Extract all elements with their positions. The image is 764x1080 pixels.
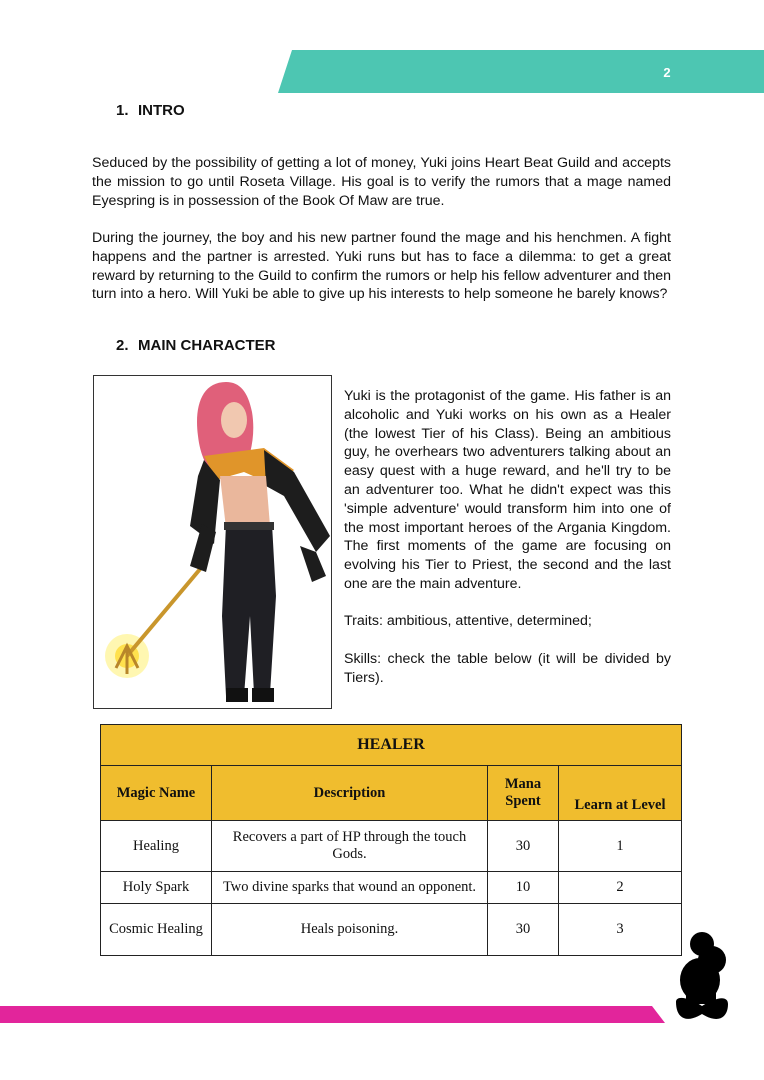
table-title: HEALER [101, 725, 682, 766]
cell-learn-level: 2 [559, 872, 682, 904]
cell-magic-name: Cosmic Healing [101, 904, 212, 956]
cell-learn-level: 1 [559, 821, 682, 872]
header-description: Description [212, 766, 488, 821]
page-number: 2 [663, 65, 671, 80]
character-traits: Traits: ambitious, attentive, determined; [344, 613, 592, 629]
table-row [101, 904, 682, 956]
character-illustration [94, 376, 331, 708]
intro-heading [116, 102, 185, 119]
cell-description: Recovers a part of HP through the touch Gods. [212, 821, 488, 872]
healer-skills-table [100, 724, 682, 956]
header-magic-name: Magic Name [101, 766, 212, 821]
header-band [278, 50, 764, 93]
intro-heading-number: 1. [116, 102, 129, 119]
character-bio: Yuki is the protagonist of the game. His father is an alcoholic and Yuki works on his own as a Healer (the lowest Tier of his Class). Being an ambitious guy, he overhears two adventurers talking about an easy quest with a huge reward, and he'll try to be an adventurer too. What he didn't expect was this 'simple adventure' would transform him into one of the most important heroes of the Argania Kingdom. The first moments of the game are focusing on evolving his Tier to Priest, the second and the last one are the main adventure. [344, 388, 671, 592]
cell-mana-spent: 10 [488, 872, 559, 904]
cell-magic-name: Holy Spark [101, 872, 212, 904]
cell-mana-spent: 30 [488, 904, 559, 956]
header-learn-at-level: Learn at Level [559, 766, 682, 821]
main-character-heading [116, 337, 276, 354]
mascot-silhouette-icon [672, 932, 732, 1026]
main-character-heading-title: MAIN CHARACTER [138, 337, 276, 354]
cell-magic-name: Healing [101, 821, 212, 872]
footer-band [0, 1006, 665, 1023]
intro-heading-title: INTRO [138, 102, 185, 119]
table-row [101, 872, 682, 904]
main-character-heading-number: 2. [116, 337, 129, 354]
cell-learn-level: 3 [559, 904, 682, 956]
cell-description: Two divine sparks that wound an opponent. [212, 872, 488, 904]
header-mana-spent: Mana Spent [488, 766, 559, 821]
cell-description: Heals poisoning. [212, 904, 488, 956]
table-row [101, 821, 682, 872]
character-portrait [93, 375, 332, 709]
intro-paragraph-1: Seduced by the possibility of getting a lot of money, Yuki joins Heart Beat Guild and accepts the mission to go until Roseta Village. His goal is to verify the rumors that a mage named Eyespring is in possession of the Book Of Maw are true. [92, 155, 671, 209]
character-skills-note: Skills: check the table below (it will be divided by Tiers). [344, 651, 671, 686]
cell-mana-spent: 30 [488, 821, 559, 872]
intro-paragraph-2: During the journey, the boy and his new partner found the mage and his henchmen. A fight happens and the partner is arrested. Yuki runs but has to face a dilemma: to get a great reward by returning to the Guild to confirm the rumors or help his fellow adventurer and then turn into a hero. Will Yuki be able to give up his interests to help someone he barely knows? [92, 230, 671, 303]
table-header-row [101, 766, 682, 821]
